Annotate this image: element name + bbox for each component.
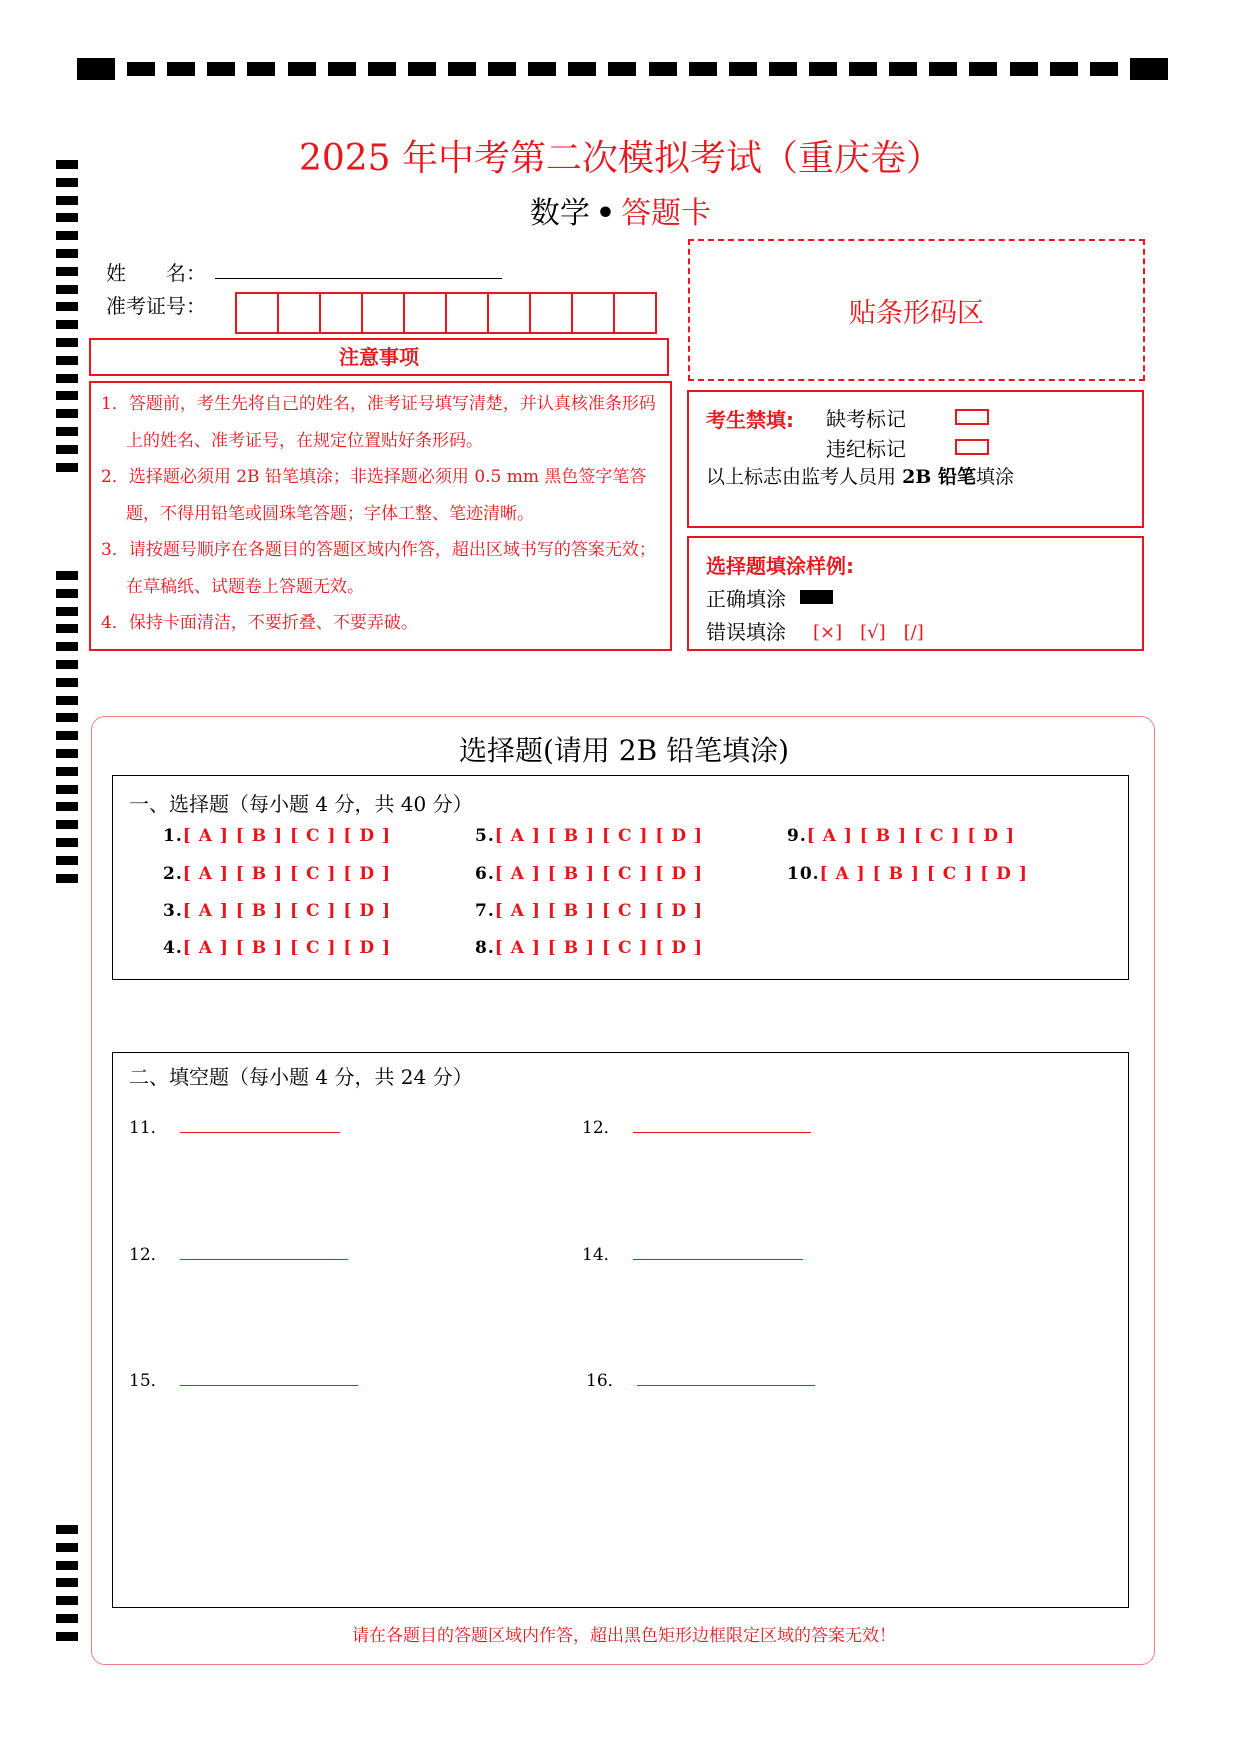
- choice-question-row[interactable]: [163, 864, 391, 884]
- absent-mark-box[interactable]: [955, 409, 989, 429]
- timing-mark: [528, 62, 556, 76]
- id-digit-box[interactable]: [277, 292, 321, 334]
- violation-mark-box[interactable]: [955, 439, 989, 459]
- timing-mark: [56, 231, 78, 240]
- timing-mark: [56, 713, 78, 722]
- choice-question-row[interactable]: [475, 864, 703, 884]
- barcode-area: [688, 239, 1145, 381]
- timing-mark: [56, 1614, 78, 1623]
- fill-section: [112, 1052, 1129, 1608]
- prohibit-box: [687, 390, 1144, 528]
- timing-mark: [56, 856, 78, 865]
- side-timing-marks-middle: [56, 571, 78, 891]
- timing-mark: [77, 58, 115, 80]
- choice-question-row[interactable]: [163, 826, 391, 846]
- name-label: 姓 名：: [106, 261, 206, 285]
- prohibit-note-pre: 以上标志由监考人员用: [706, 466, 897, 488]
- timing-mark: [969, 62, 997, 76]
- answer-options[interactable]: [ A ] [ B ] [ C ] [ D ]: [806, 826, 1016, 846]
- timing-mark: [1130, 58, 1168, 80]
- notice-box: [89, 381, 672, 651]
- timing-mark: [56, 1578, 78, 1587]
- prohibit-note-bold: 2B 铅笔: [902, 466, 976, 488]
- timing-mark: [56, 767, 78, 776]
- question-number: 7.: [475, 901, 495, 921]
- violation-mark-label: 违纪标记: [826, 437, 906, 461]
- question-number: 9.: [787, 826, 807, 846]
- blank-label: 15．: [129, 1371, 168, 1391]
- timing-mark: [56, 802, 78, 811]
- name-field[interactable]: [215, 278, 502, 279]
- answer-options[interactable]: [ A ] [ B ] [ C ] [ D ]: [182, 826, 392, 846]
- id-digit-box[interactable]: [571, 292, 615, 334]
- answer-options[interactable]: [ A ] [ B ] [ C ] [ D ]: [182, 938, 392, 958]
- question-number: 5.: [475, 826, 495, 846]
- card-subtitle: [0, 188, 1241, 232]
- id-digit-box[interactable]: [403, 292, 447, 334]
- id-digit-box[interactable]: [361, 292, 405, 334]
- timing-mark: [56, 1561, 78, 1570]
- id-digit-box[interactable]: [235, 292, 279, 334]
- timing-mark: [56, 338, 78, 347]
- exam-title: 2025 年中考第二次模拟考试（重庆卷）: [298, 138, 943, 179]
- timing-mark: [56, 1632, 78, 1641]
- question-number: 4.: [163, 938, 183, 958]
- timing-mark: [649, 62, 677, 76]
- wrong-fill-label: 错误填涂: [706, 620, 786, 644]
- timing-mark: [127, 62, 155, 76]
- blank-14[interactable]: [582, 1240, 803, 1265]
- timing-mark: [56, 749, 78, 758]
- answer-options[interactable]: [ A ] [ B ] [ C ] [ D ]: [494, 938, 704, 958]
- barcode-label: 贴条形码区: [849, 297, 984, 329]
- blank-label: 11．: [129, 1118, 168, 1138]
- notice-item: 4．保持卡面清洁，不要折叠、不要弄破。: [101, 613, 418, 633]
- fill-sample-box: [687, 536, 1144, 651]
- prohibit-label: 考生禁填:: [706, 408, 794, 432]
- timing-mark: [608, 62, 636, 76]
- prohibit-note-post: 填涂: [975, 466, 1014, 488]
- card-label: 答题卡: [621, 196, 712, 231]
- timing-mark: [56, 571, 78, 580]
- sample-title: 选择题填涂样例:: [706, 554, 854, 578]
- id-label: 准考证号：: [106, 294, 206, 318]
- timing-mark: [56, 607, 78, 616]
- choice-section-title: 一、选择题（每小题 4 分，共 40 分）: [129, 792, 473, 816]
- blank-13[interactable]: [129, 1240, 348, 1265]
- timing-mark: [56, 731, 78, 740]
- timing-mark: [56, 838, 78, 847]
- timing-mark: [849, 62, 877, 76]
- fill-section-title: 二、填空题（每小题 4 分，共 24 分）: [129, 1065, 473, 1089]
- timing-mark: [56, 249, 78, 258]
- timing-mark: [56, 427, 78, 436]
- notice-item: 3．请按题号顺序在各题目的答题区域内作答，超出区域书写的答案无效；在草稿纸、试题卷上答题无效。: [101, 540, 656, 597]
- blank-15[interactable]: [129, 1366, 358, 1391]
- blank-label: 16．: [586, 1371, 625, 1391]
- notice-item: 1．答题前，考生先将自己的姓名，准考证号填写清楚，并认真核准条形码上的姓名、准考证号，在规定位置贴好条形码。: [101, 394, 656, 451]
- answer-options[interactable]: [ A ] [ B ] [ C ] [ D ]: [494, 901, 704, 921]
- timing-mark: [56, 320, 78, 329]
- timing-mark: [56, 785, 78, 794]
- timing-mark: [56, 1543, 78, 1552]
- timing-mark: [56, 660, 78, 669]
- blank-label: 12．: [129, 1245, 168, 1265]
- timing-mark: [56, 1525, 78, 1534]
- exam-id-boxes[interactable]: [237, 292, 657, 334]
- blank-16[interactable]: [586, 1366, 815, 1391]
- timing-mark: [56, 820, 78, 829]
- correct-fill-label: 正确填涂: [706, 587, 786, 611]
- timing-mark: [56, 391, 78, 400]
- answer-area: [91, 716, 1155, 1665]
- blank-11[interactable]: [129, 1113, 340, 1138]
- timing-mark: [56, 374, 78, 383]
- timing-mark: [56, 445, 78, 454]
- top-timing-marks: [77, 58, 1168, 80]
- timing-mark: [56, 409, 78, 418]
- side-timing-marks-lower: [56, 1525, 78, 1650]
- timing-mark: [56, 356, 78, 365]
- timing-mark: [889, 62, 917, 76]
- main-section-title: 选择题(请用 2B 铅笔填涂): [458, 734, 790, 767]
- timing-mark: [729, 62, 757, 76]
- notice-heading: 注意事项: [89, 338, 669, 376]
- subject-label: 数学: [529, 196, 590, 231]
- answer-options[interactable]: [ A ] [ B ] [ C ] [ D ]: [819, 864, 1028, 884]
- question-number: 3.: [163, 901, 183, 921]
- answer-options[interactable]: [ A ] [ B ] [ C ] [ D ]: [182, 864, 392, 884]
- choice-question-row[interactable]: [163, 938, 391, 958]
- timing-mark: [368, 62, 396, 76]
- timing-mark: [56, 589, 78, 598]
- question-number: 2.: [163, 864, 183, 884]
- id-digit-box[interactable]: [319, 292, 363, 334]
- timing-mark: [408, 62, 436, 76]
- question-number: 8.: [475, 938, 495, 958]
- answer-options[interactable]: [ A ] [ B ] [ C ] [ D ]: [494, 864, 704, 884]
- timing-mark: [769, 62, 797, 76]
- subtitle-dot: •: [595, 196, 616, 231]
- timing-mark: [568, 62, 596, 76]
- question-number: 10.: [787, 864, 820, 884]
- timing-mark: [247, 62, 275, 76]
- timing-mark: [56, 874, 78, 883]
- timing-mark: [689, 62, 717, 76]
- prohibit-note: [706, 462, 1014, 489]
- timing-mark: [448, 62, 476, 76]
- timing-mark: [56, 678, 78, 687]
- timing-mark: [56, 285, 78, 294]
- answer-options[interactable]: [ A ] [ B ] [ C ] [ D ]: [182, 901, 392, 921]
- blank-label: 14．: [582, 1245, 621, 1265]
- blank-label: 12．: [582, 1118, 621, 1138]
- wrong-fill-marks: [×] [√] [/]: [813, 622, 924, 643]
- choice-question-row[interactable]: [163, 901, 391, 921]
- blank-12[interactable]: [582, 1113, 811, 1138]
- id-digit-box[interactable]: [613, 292, 657, 334]
- choice-question-row[interactable]: [475, 901, 703, 921]
- timing-mark: [1010, 62, 1038, 76]
- id-digit-box[interactable]: [487, 292, 531, 334]
- choice-question-row[interactable]: [475, 826, 703, 846]
- choice-section: [112, 775, 1129, 980]
- question-number: 6.: [475, 864, 495, 884]
- timing-mark: [328, 62, 356, 76]
- timing-mark: [929, 62, 957, 76]
- timing-mark: [56, 267, 78, 276]
- answer-options[interactable]: [ A ] [ B ] [ C ] [ D ]: [494, 826, 704, 846]
- choice-question-row[interactable]: [787, 864, 1028, 884]
- choice-question-row[interactable]: [787, 826, 1015, 846]
- timing-mark: [288, 62, 316, 76]
- id-digit-box[interactable]: [445, 292, 489, 334]
- timing-mark: [1050, 62, 1078, 76]
- absent-mark-label: 缺考标记: [826, 407, 906, 431]
- timing-mark: [56, 624, 78, 633]
- timing-mark: [488, 62, 516, 76]
- choice-question-row[interactable]: [475, 938, 703, 958]
- timing-mark: [1090, 62, 1118, 76]
- timing-mark: [56, 302, 78, 311]
- timing-mark: [56, 1596, 78, 1605]
- id-digit-box[interactable]: [529, 292, 573, 334]
- timing-mark: [56, 463, 78, 472]
- timing-mark: [809, 62, 837, 76]
- footer-note: 请在各题目的答题区域内作答，超出黑色矩形边框限定区域的答案无效！: [352, 1626, 896, 1646]
- timing-mark: [167, 62, 195, 76]
- notice-item: 2．选择题必须用 2B 铅笔填涂；非选择题必须用 0.5 mm 黑色签字笔答题，不得用铅笔或圆珠笔答题；字体工整、笔迹清晰。: [101, 467, 647, 524]
- timing-mark: [207, 62, 235, 76]
- timing-mark: [56, 696, 78, 705]
- question-number: 1.: [163, 826, 183, 846]
- timing-mark: [56, 642, 78, 651]
- correct-fill-mark: [800, 590, 833, 604]
